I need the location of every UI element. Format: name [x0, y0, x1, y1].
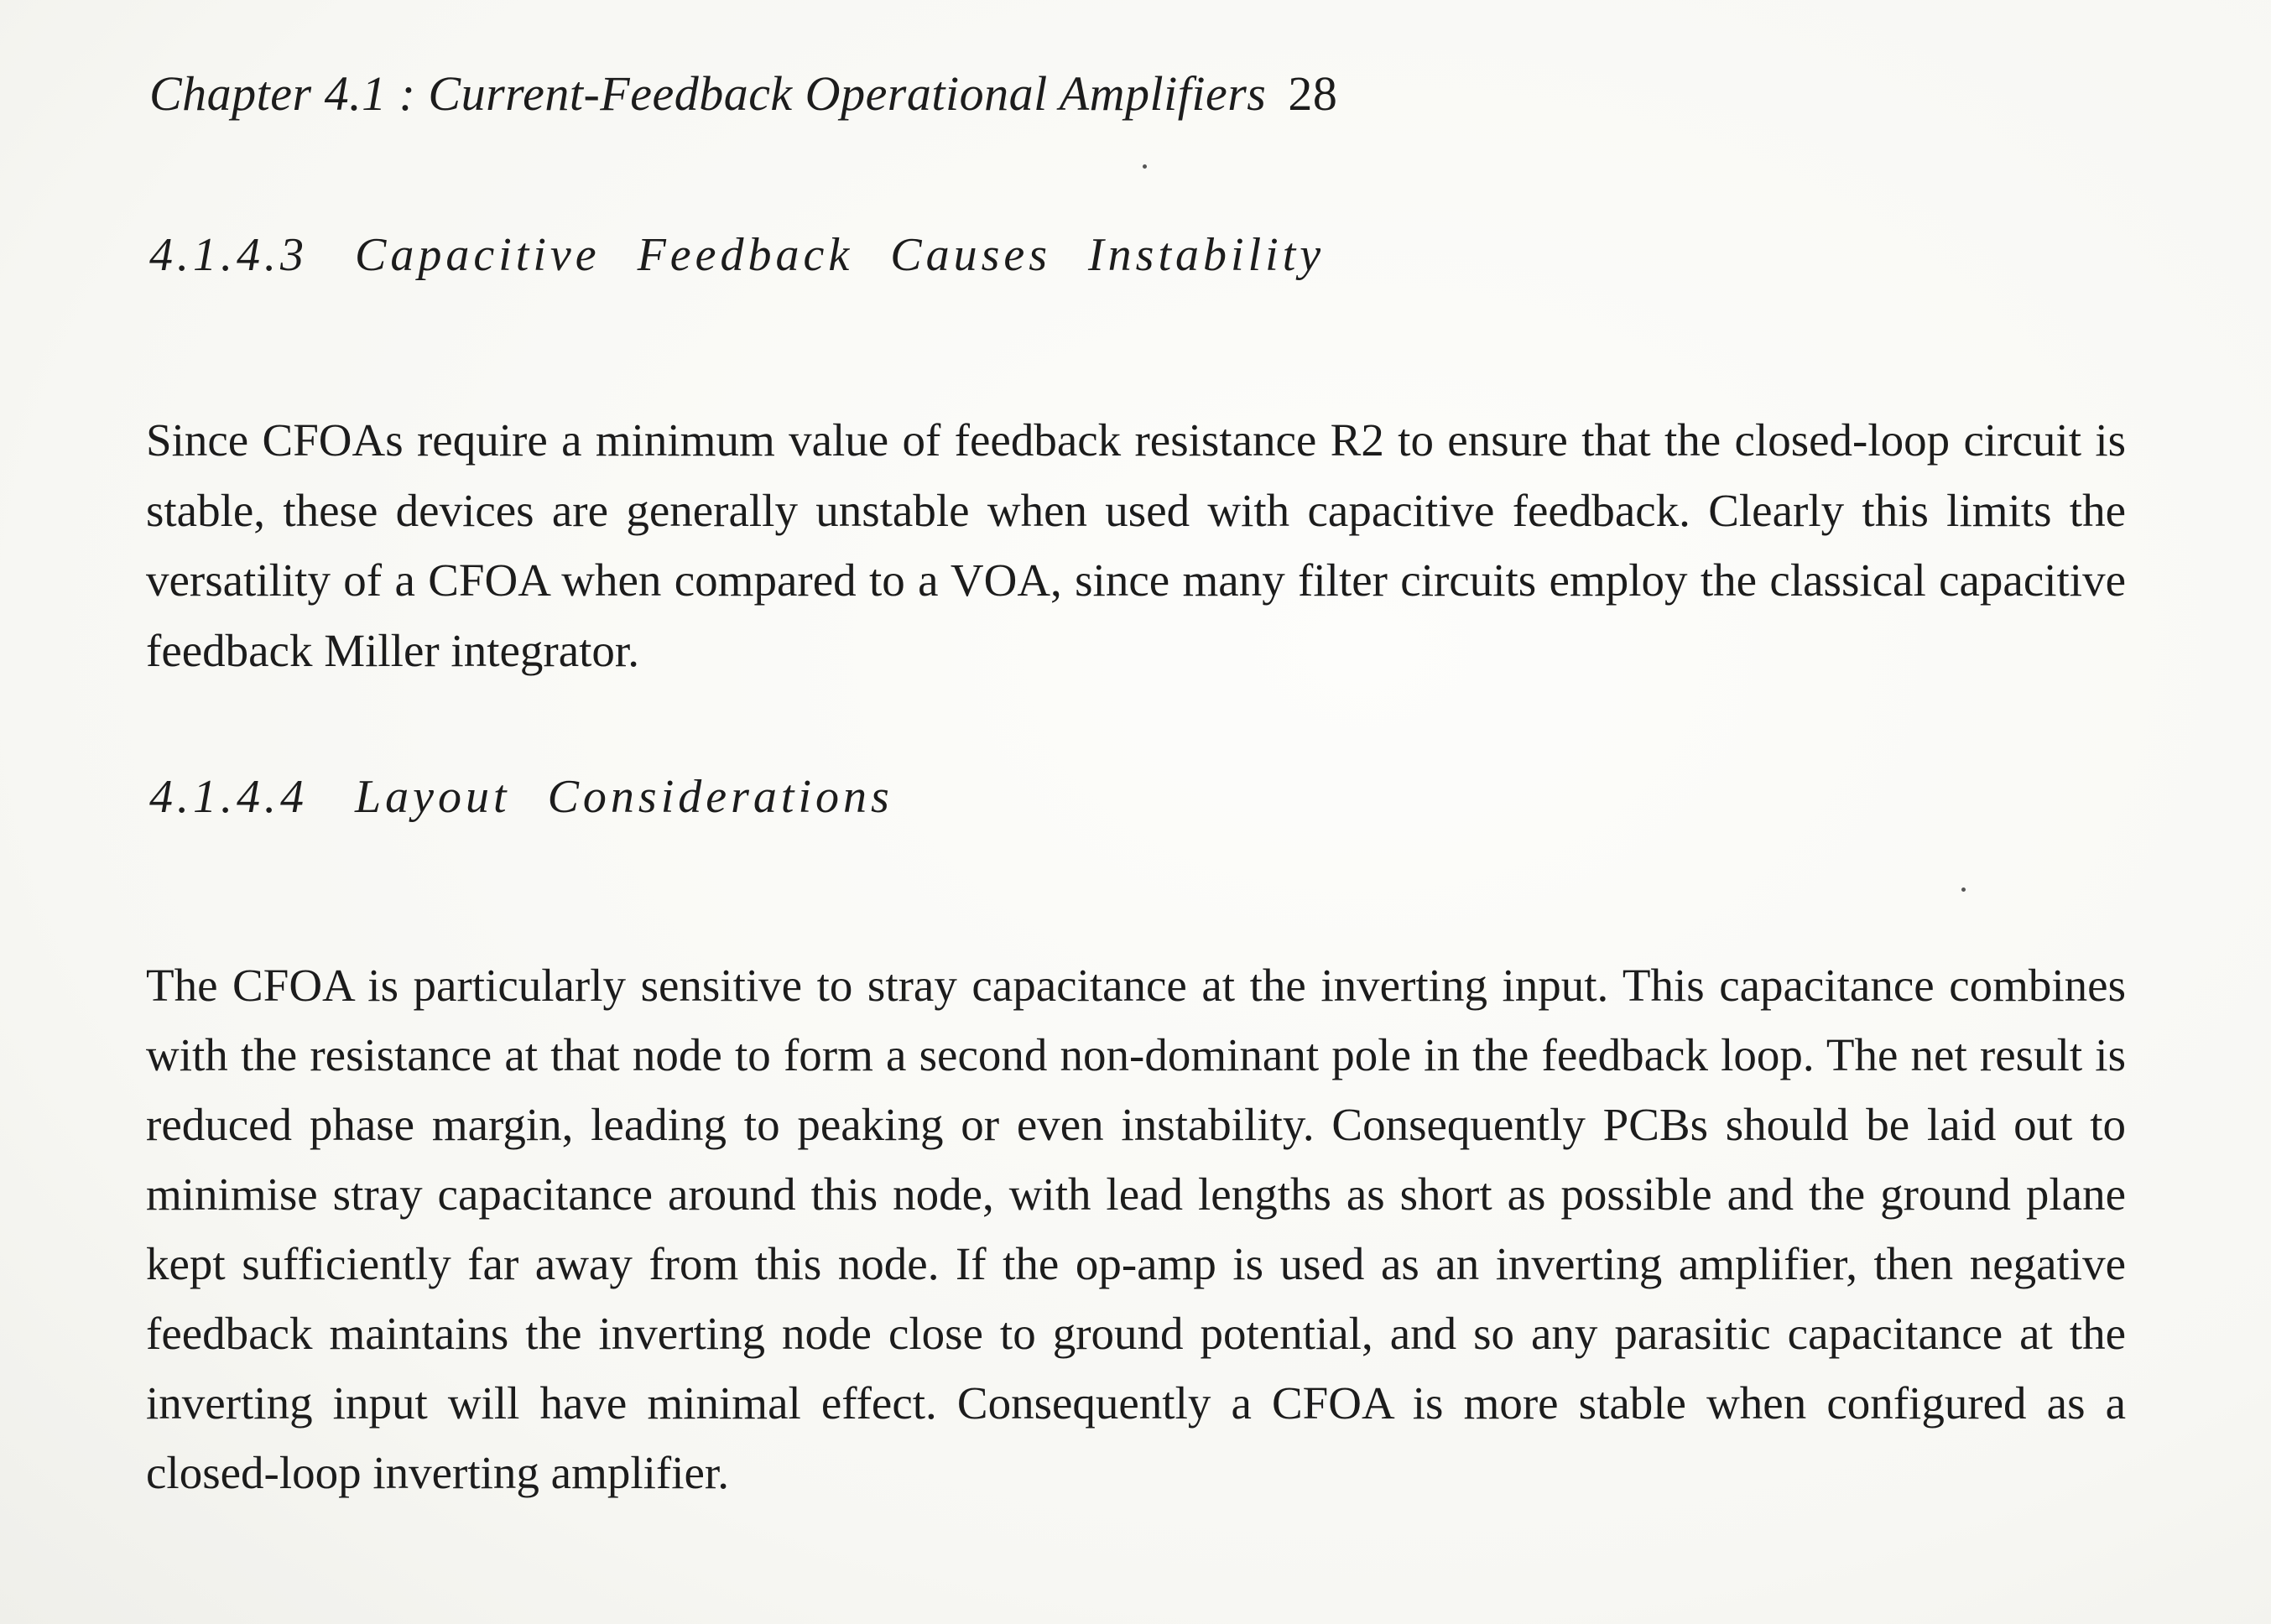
running-head [149, 65, 1337, 122]
running-head-title: Chapter 4.1 : Current-Feedback Operational Amplifiers [149, 66, 1267, 121]
section-title-word: Feedback [637, 229, 854, 281]
section-number: 4.1.4.3 [149, 229, 308, 281]
paragraph-layout-considerations: The CFOA is particularly sensitive to stray capacitance at the inverting input. This capacitance combines with the resistance at that node to form a second non-dominant pole in the feedback loop. The net result is reduced phase margin, leading to peaking or even instability. Consequently PCBs should be laid out to minimise stray capacitance around this node, with lead lengths as short as possible and the ground plane kept sufficiently far away from this node. If the op-amp is used as an inverting amplifier, then negative feedback maintains the inverting node close to ground potential, and so any parasitic capacitance at the inverting input will have minimal effect. Consequently a CFOA is more stable when configured as a closed-loop inverting amplifier. [146, 960, 2126, 1498]
scan-speck [1961, 887, 1966, 892]
page-number: 28 [1288, 66, 1338, 121]
section-title-word: Instability [1088, 229, 1326, 281]
section-heading-4-1-4-4 [149, 770, 893, 824]
section-heading-4-1-4-3 [149, 228, 1325, 282]
section-number: 4.1.4.4 [149, 771, 308, 823]
section-title-word: Causes [890, 229, 1052, 281]
scan-speck [1143, 164, 1147, 169]
paragraph-capacitive-feedback: Since CFOAs require a minimum value of feedback resistance R2 to ensure that the closed-loop circuit is stable, these devices are generally unstable when used with capacitive feedback. Clearly this limits the versatility of a CFOA when compared to a VOA, since many filter circuits employ the classical capacitive feedback Miller integrator. [146, 414, 2126, 676]
section-title-word: Capacitive [355, 229, 601, 281]
section-title-word: Layout [355, 771, 511, 823]
section-title-word: Considerations [547, 771, 893, 823]
